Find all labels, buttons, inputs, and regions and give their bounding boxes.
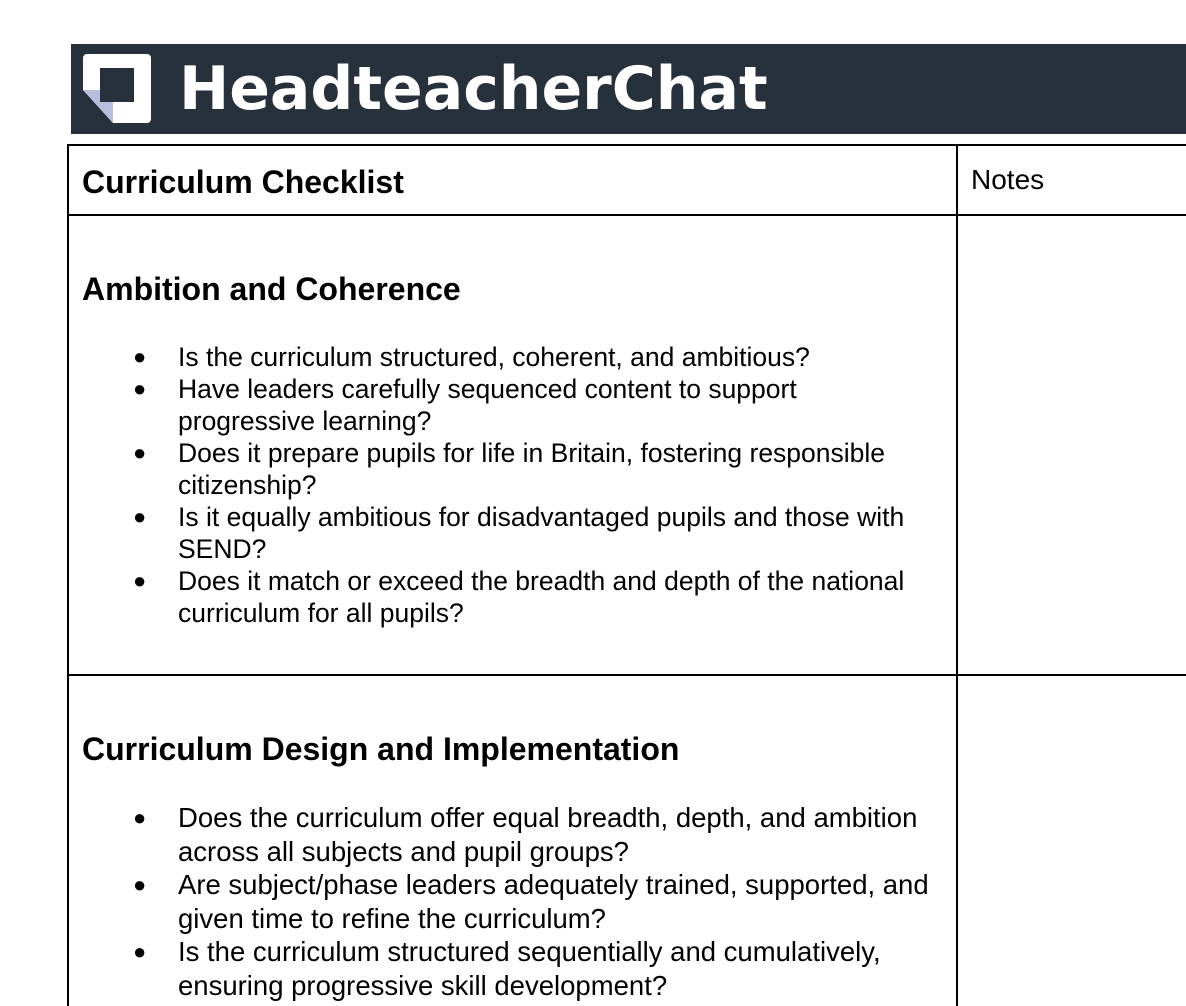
list-item: [69, 501, 956, 565]
table-header-row: [68, 145, 1186, 215]
bullet-icon: ●: [133, 504, 147, 529]
section-heading: Ambition and Coherence: [82, 271, 461, 307]
curriculum-checklist-table: [67, 144, 1186, 1006]
question-text: Is the curriculum structured, coherent, and ambitious?: [178, 342, 810, 372]
list-item: [69, 437, 956, 501]
brand-name: HeadteacherChat: [179, 54, 768, 124]
question-text: Have leaders carefully sequenced content to support progressive learning?: [178, 374, 797, 436]
list-item: [69, 373, 956, 437]
list-item: [69, 935, 956, 1002]
notes-cell[interactable]: [957, 675, 1186, 1006]
section-cell-ambition: [68, 215, 957, 675]
bullet-icon: ●: [133, 344, 147, 369]
speech-bubble-logo-icon: [83, 54, 151, 123]
question-text: Does it match or exceed the breadth and depth of the national curriculum for all pupils?: [178, 566, 905, 628]
bullet-icon: ●: [133, 440, 147, 465]
checklist-title: Curriculum Checklist: [82, 164, 404, 200]
list-item: [69, 341, 956, 373]
question-text: Is it equally ambitious for disadvantaged pupils and those with SEND?: [178, 502, 905, 564]
question-text: Does the curriculum offer equal breadth, depth, and ambition across all subjects and pupil groups?: [178, 802, 918, 867]
question-text: Are subject/phase leaders adequately trained, supported, and given time to refine the curriculum?: [178, 869, 929, 934]
question-list: [69, 801, 956, 1002]
notes-cell[interactable]: [957, 215, 1186, 675]
title-cell: [68, 145, 957, 215]
bullet-icon: ●: [133, 872, 147, 897]
notes-header-cell: [957, 145, 1186, 215]
list-item: [69, 868, 956, 935]
bullet-icon: ●: [133, 568, 147, 593]
question-text: Is the curriculum structured sequentially and cumulatively, ensuring progressive skill development?: [178, 936, 881, 1001]
bullet-icon: ●: [133, 376, 147, 401]
table-row: [68, 675, 1186, 1006]
list-item: [69, 565, 956, 629]
table-row: [68, 215, 1186, 675]
section-heading: Curriculum Design and Implementation: [82, 731, 680, 767]
question-list: [69, 341, 956, 629]
brand-banner: [71, 44, 1186, 134]
notes-label: Notes: [971, 164, 1045, 195]
section-cell-design: [68, 675, 957, 1006]
list-item: [69, 801, 956, 868]
bullet-icon: ●: [133, 939, 147, 964]
question-text: Does it prepare pupils for life in Britain, fostering responsible citizenship?: [178, 438, 886, 500]
bullet-icon: ●: [133, 805, 147, 830]
